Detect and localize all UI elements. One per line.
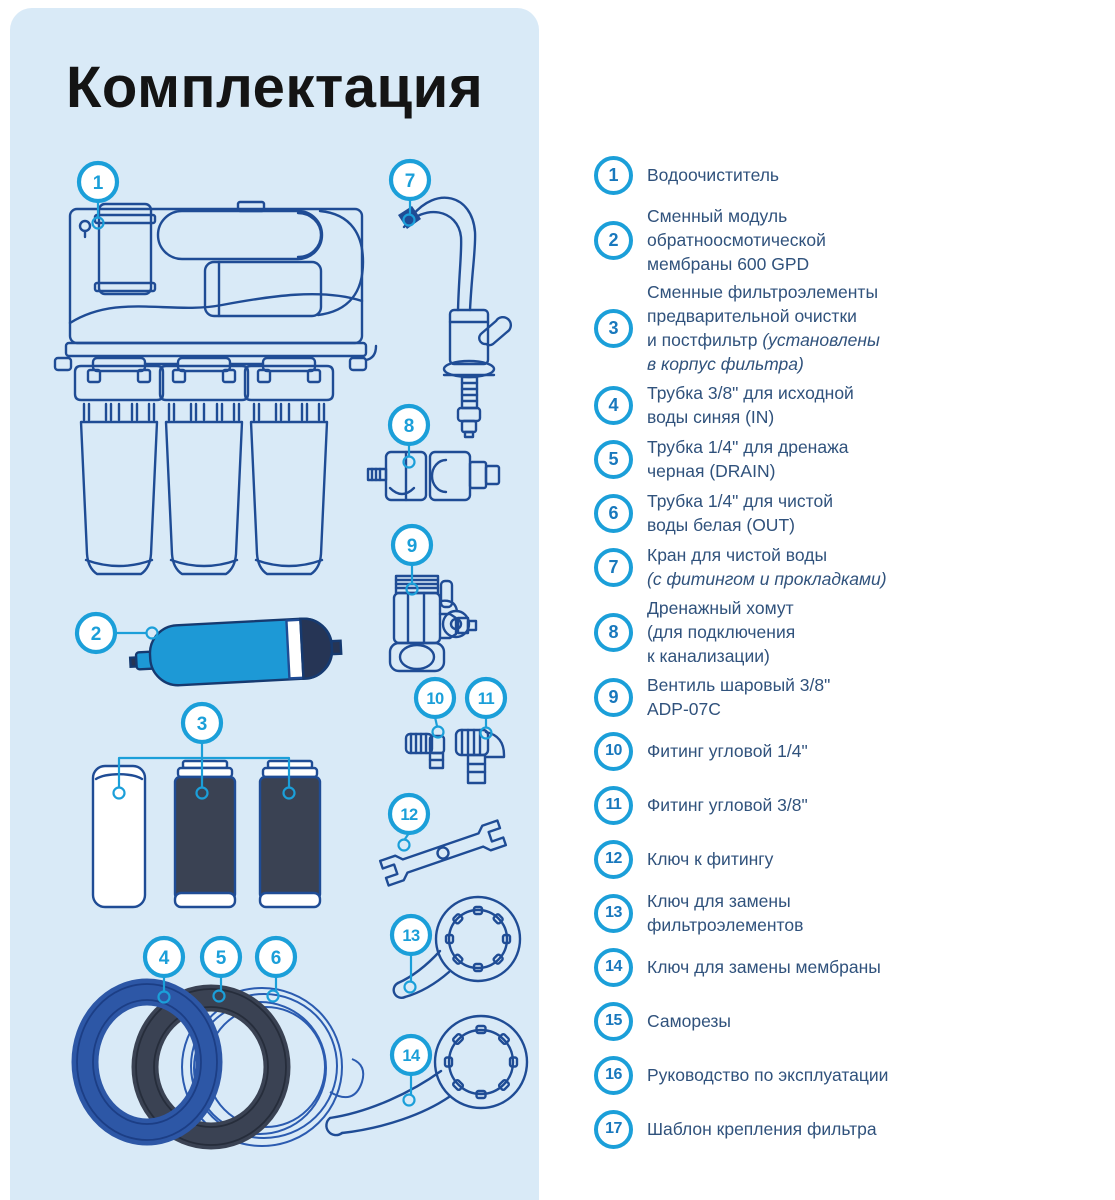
svg-text:6: 6 <box>270 948 282 969</box>
svg-text:9: 9 <box>406 536 418 557</box>
legend-item-text: Ключ для замены фильтроэлементов <box>647 891 804 935</box>
cartridges-drawing <box>93 761 320 907</box>
legend-item-number: 4 <box>594 386 633 425</box>
legend-list <box>594 150 1099 1154</box>
legend-item-number: 8 <box>594 613 633 652</box>
legend-item <box>594 726 1099 776</box>
legend-item-text: Сменный модуль обратноосмотической мембраны 600 GPD <box>647 206 826 274</box>
legend-item <box>594 380 1099 430</box>
legend-item-text: Саморезы <box>647 1011 732 1031</box>
legend-item <box>594 672 1099 722</box>
elbow-fitting-threeeighths-drawing <box>456 730 504 783</box>
legend-item-text: Фитинг угловой 1/4" <box>647 741 808 761</box>
legend-item <box>594 596 1099 668</box>
legend-item <box>594 542 1099 592</box>
membrane-wrench-drawing <box>326 1016 527 1135</box>
svg-text:8: 8 <box>403 416 415 437</box>
legend-item-text: Кран для чистой воды (с фитингом и прокладками) <box>647 545 887 589</box>
legend-item <box>594 488 1099 538</box>
svg-text:10: 10 <box>426 690 444 708</box>
svg-text:14: 14 <box>402 1047 420 1065</box>
legend-item-number: 16 <box>594 1056 633 1095</box>
legend-item-number: 5 <box>594 440 633 479</box>
legend-item-text: Трубка 1/4" для дренажа черная (DRAIN) <box>647 437 849 481</box>
callout-8 <box>390 406 428 468</box>
legend-item-number: 10 <box>594 732 633 771</box>
legend-item-text: Шаблон крепления фильтра <box>647 1119 877 1139</box>
svg-text:2: 2 <box>90 624 102 645</box>
legend-item-text: Руководство по эксплуатации <box>647 1065 889 1085</box>
legend-item-text: Дренажный хомут (для подключения к канализации) <box>647 598 796 666</box>
legend-item-text: Водоочиститель <box>647 165 780 185</box>
legend-item-number: 11 <box>594 786 633 825</box>
legend-item <box>594 280 1099 376</box>
legend-item <box>594 204 1099 276</box>
svg-text:1: 1 <box>92 173 104 194</box>
ball-valve-drawing <box>390 576 476 671</box>
svg-text:12: 12 <box>400 806 418 824</box>
faucet-drawing <box>398 198 511 437</box>
legend-item <box>594 780 1099 830</box>
tubing-coils-drawing <box>77 984 363 1146</box>
callout-10 <box>416 679 454 738</box>
legend-item-text: Вентиль шаровый 3/8" ADP-07C <box>647 675 831 719</box>
legend-item-number: 1 <box>594 156 633 195</box>
svg-text:5: 5 <box>215 948 227 969</box>
legend-item <box>594 942 1099 992</box>
legend-item-text: Сменные фильтроэлементы предварительной очистки и постфильтр (установлены в корпус фильтра) <box>647 282 880 374</box>
svg-text:3: 3 <box>196 714 208 735</box>
callout-12 <box>390 795 428 851</box>
legend-item-number: 2 <box>594 221 633 260</box>
legend-item-text: Трубка 1/4" для чистой воды белая (OUT) <box>647 491 833 535</box>
callout-14 <box>392 1036 430 1106</box>
legend-item <box>594 834 1099 884</box>
legend-item-number: 13 <box>594 894 633 933</box>
legend-item-number: 7 <box>594 548 633 587</box>
svg-text:13: 13 <box>402 927 420 945</box>
legend-item-text: Ключ для замены мембраны <box>647 957 881 977</box>
elbow-fitting-quarter-drawing <box>406 734 444 768</box>
legend-item-number: 17 <box>594 1110 633 1149</box>
legend-item <box>594 996 1099 1046</box>
callout-2 <box>77 614 158 652</box>
svg-text:7: 7 <box>404 171 416 192</box>
callout-13 <box>392 916 430 993</box>
legend-item-text: Ключ к фитингу <box>647 849 774 869</box>
legend-item-number: 12 <box>594 840 633 879</box>
legend-item <box>594 434 1099 484</box>
legend-item-number: 3 <box>594 309 633 348</box>
legend-item-number: 6 <box>594 494 633 533</box>
water-purifier-drawing <box>55 202 376 574</box>
legend-item-number: 14 <box>594 948 633 987</box>
legend-item <box>594 1050 1099 1100</box>
svg-text:4: 4 <box>158 948 170 969</box>
svg-text:11: 11 <box>477 690 495 708</box>
legend-item <box>594 150 1099 200</box>
page-title: Комплектация <box>66 55 484 120</box>
legend-item-text: Фитинг угловой 3/8" <box>647 795 808 815</box>
legend-item <box>594 888 1099 938</box>
membrane-drawing <box>129 617 343 688</box>
legend-item-number: 9 <box>594 678 633 717</box>
drain-clamp-drawing <box>368 452 499 500</box>
legend-item-number: 15 <box>594 1002 633 1041</box>
package-diagram <box>0 0 555 1200</box>
legend-item <box>594 1104 1099 1154</box>
legend-item-text: Трубка 3/8" для исходной воды синяя (IN) <box>647 383 854 427</box>
